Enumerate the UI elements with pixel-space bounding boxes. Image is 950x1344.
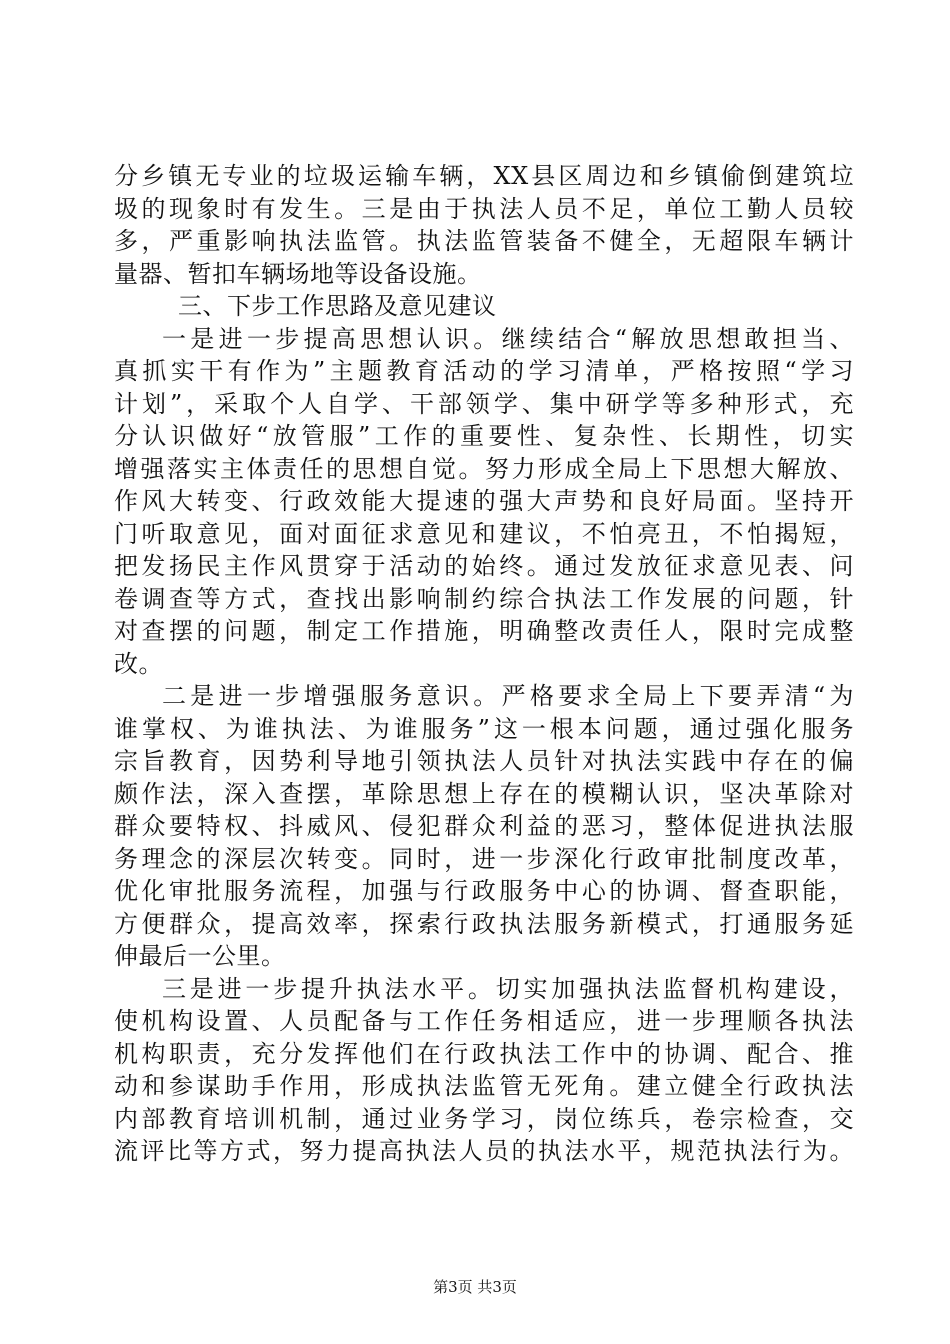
text-line: 宗旨教育，因势利导地引领执法人员针对执法实践中存在的偏: [114, 747, 854, 775]
text-line: 对查摆的问题，制定工作措施，明确整改责任人，限时完成整: [114, 617, 854, 645]
text-line: 群众要特权、抖威风、侵犯群众利益的恶习，整体促进执法服: [114, 812, 854, 840]
text-line: 动和参谋助手作用，形成执法监管无死角。建立健全行政执法: [114, 1072, 854, 1100]
text-line: 颇作法，深入查摆，革除思想上存在的模糊认识，坚决革除对: [114, 779, 854, 808]
text-line: 门听取意见，面对面征求意见和建议，不怕亮丑，不怕揭短，: [114, 519, 854, 548]
text-line: 机构职责，充分发挥他们在行政执法工作中的协调、配合、推: [114, 1039, 854, 1068]
text-line: 内部教育培训机制，通过业务学习，岗位练兵，卷宗检查，交: [114, 1104, 854, 1133]
text-line: 作风大转变、行政效能大提速的强大声势和良好局面。坚持开: [114, 487, 854, 515]
document-body: [114, 160, 854, 1168]
page-number-footer: 第3页 共3页: [433, 1278, 517, 1296]
text-line: 流评比等方式，努力提高执法人员的执法水平，规范执法行为。: [114, 1137, 854, 1165]
text-line: 务理念的深层次转变。同时，进一步深化行政审批制度改革，: [114, 844, 854, 873]
text-line: 伸最后一公里。: [114, 942, 286, 970]
text-line: 改。: [114, 649, 163, 678]
text-line: 计划”，采取个人自学、干部领学、集中研学等多种形式，充: [114, 389, 854, 418]
text-line: 谁掌权、为谁执法、为谁服务”这一根本问题，通过强化服务: [114, 714, 854, 743]
text-line: 增强落实主体责任的思想自觉。努力形成全局上下思想大解放、: [114, 454, 854, 483]
paragraph-first-line: 二是进一步增强服务意识。严格要求全局上下要弄清“为: [162, 682, 854, 710]
text-line: 多，严重影响执法监管。执法监管装备不健全，无超限车辆计: [114, 227, 854, 255]
text-line: 圾的现象时有发生。三是由于执法人员不足，单位工勤人员较: [114, 194, 854, 223]
text-line: 分乡镇无专业的垃圾运输车辆，XX县区周边和乡镇偷倒建筑垃: [114, 162, 854, 190]
text-line: 方便群众，提高效率，探索行政执法服务新模式，打通服务延: [114, 909, 854, 938]
text-line: 使机构设置、人员配备与工作任务相适应，进一步理顺各执法: [114, 1007, 854, 1035]
text-line: 真抓实干有作为”主题教育活动的学习清单，严格按照“学习: [114, 357, 854, 385]
section-heading: 三、下步工作思路及意见建议: [178, 292, 497, 320]
text-line: 把发扬民主作风贯穿于活动的始终。通过发放征求意见表、问: [114, 552, 854, 580]
text-line: 卷调查等方式，查找出影响制约综合执法工作发展的问题，针: [114, 584, 854, 613]
text-line: 量器、暂扣车辆场地等设备设施。: [114, 259, 482, 288]
text-line: 优化审批服务流程，加强与行政服务中心的协调、督查职能，: [114, 877, 854, 905]
text-line: 分认识做好“放管服”工作的重要性、复杂性、长期性，切实: [114, 422, 854, 450]
paragraph-first-line: 三是进一步提升执法水平。切实加强执法监督机构建设，: [162, 974, 854, 1003]
paragraph-first-line: 一是进一步提高思想认识。继续结合“解放思想敢担当、: [162, 324, 854, 353]
